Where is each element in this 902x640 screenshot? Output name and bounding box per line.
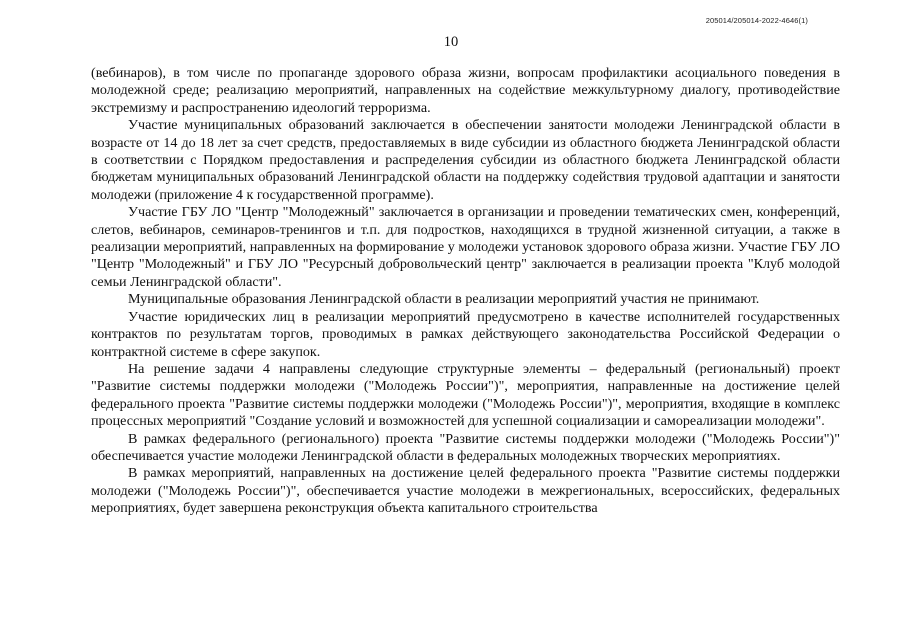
document-id: 205014/205014-2022-4646(1): [705, 16, 808, 25]
paragraph: В рамках мероприятий, направленных на достижение целей федерального проекта "Развитие системы поддержки молодежи ("Молодежь России")", обеспечивается участие молодежи в межрегиональных, всероссийских, федеральных мероприятиях, будет завершена реконструкция объекта капитального строительства: [91, 465, 840, 517]
page-number: 10: [443, 34, 459, 50]
paragraph: (вебинаров), в том числе по пропаганде здорового образа жизни, вопросам профилактики асоциального поведения в молодежной среде; реализацию мероприятий, направленных на содействие межкультурному диалогу, противодействие экстремизму и распространению идеологий терроризма.: [91, 65, 840, 116]
paragraph: Муниципальные образования Ленинградской области в реализации мероприятий участия не принимают.: [128, 291, 760, 308]
paragraph: Участие ГБУ ЛО "Центр "Молодежный" заключается в организации и проведении тематических смен, конференций, слетов, вебинаров, семинаров-тренингов и т.п. для подростков, находящихся в трудной жизненной ситуации, а также в реализации мероприятий, направленных на формирование у молодежи установок здорового образа жизни. Участие ГБУ ЛО "Центр "Молодежный" и ГБУ ЛО "Ресурсный добровольческий центр" заключается в реализации проекта "Клуб молодой семьи Ленинградской области".: [91, 204, 840, 290]
paragraph: Участие юридических лиц в реализации мероприятий предусмотрено в качестве исполнителей государственных контрактов по результатам торгов, проводимых в рамках действующего законодательства Российской Федерации о контрактной системе в сфере закупок.: [91, 308, 840, 360]
paragraph: Участие муниципальных образований заключается в обеспечении занятости молодежи Ленинградской области в возрасте от 14 до 18 лет за счет средств, предоставляемых в виде субсидии из областного бюджета Ленинградской области в соответствии с Порядком предоставления и распределения субсидии из областного бюджета Ленинградской области бюджетам муниципальных образований Ленинградской области на поддержку содействия трудовой адаптации и занятости молодежи (приложение 4 к государственной программе).: [91, 117, 840, 203]
document-body: [91, 65, 840, 518]
paragraph: В рамках федерального (регионального) проекта "Развитие системы поддержки молодежи ("Молодежь России")" обеспечивается участие молодежи Ленинградской области в федеральных молодежных творческих мероприятиях.: [91, 430, 840, 464]
paragraph: На решение задачи 4 направлены следующие структурные элементы – федеральный (региональный) проект "Развитие системы поддержки молодежи ("Молодежь России")", мероприятия, направленные на достижение целей федерального проекта "Развитие системы поддержки молодежи ("Молодежь России")", мероприятия, входящие в комплекс процессных мероприятий "Создание условий и возможностей для успешной социализации и самореализации молодежи".: [91, 360, 840, 430]
